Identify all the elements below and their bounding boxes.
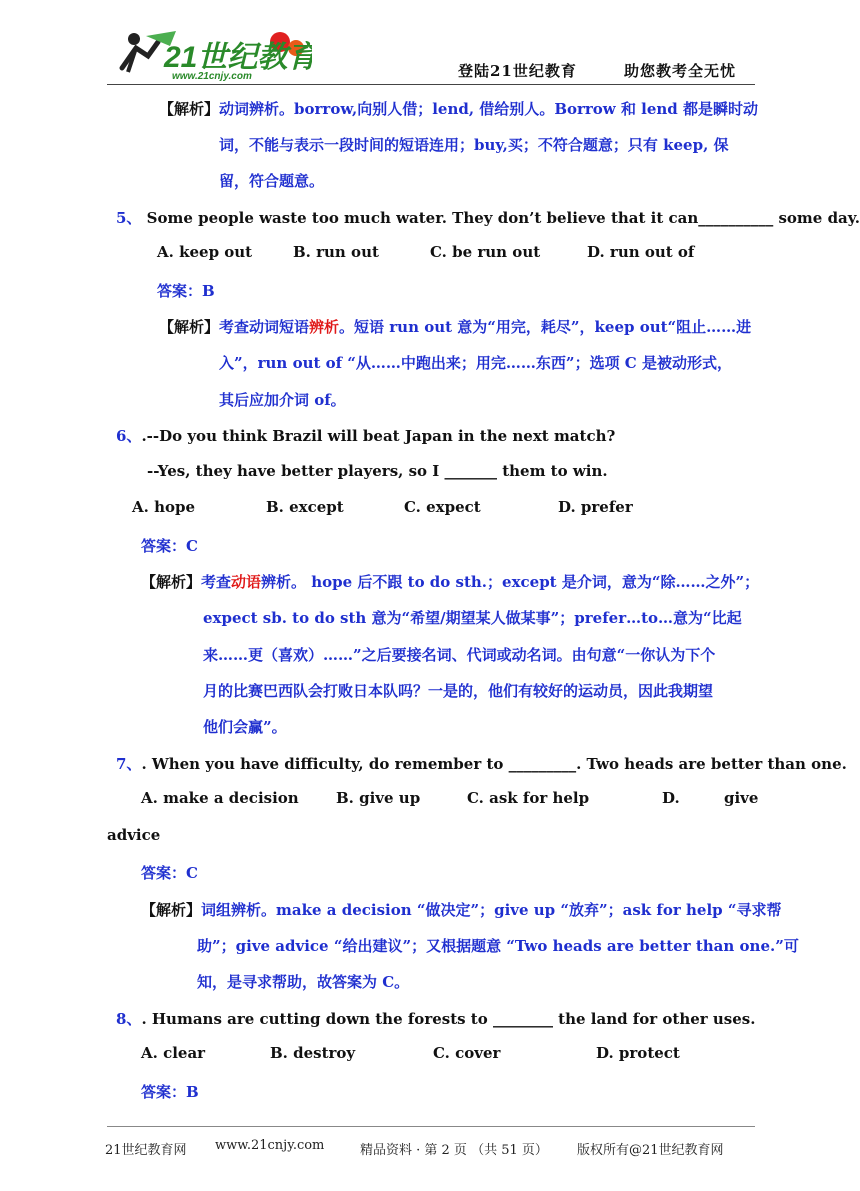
text-span: 助”；give advice “给出建议”；又根据题意 “Two heads are better than one.”可 <box>197 937 799 955</box>
text-span: 辨析。 hope 后不跟 to do sth.；except 是介词，意为“除……之外”； <box>261 573 760 591</box>
text-span: 辨析 <box>309 318 340 336</box>
text-span: 6、 <box>116 427 142 445</box>
text-span: advice <box>107 826 161 844</box>
text-span: 词，不能与表示一段时间的短语连用；buy,买；不符合题意；只有 keep, 保 <box>219 136 729 154</box>
text-line <box>219 134 729 155</box>
answer-option: C. be run out <box>430 243 541 261</box>
text-line <box>116 753 847 774</box>
answer-option: B. run out <box>293 243 379 261</box>
text-line <box>141 571 759 592</box>
header-slogan-2: 助您教考全无忧 <box>624 62 737 80</box>
text-span: 。短语 run out 意为“用完，耗尽”，keep out“阻止……进 <box>339 318 752 336</box>
text-span: . Humans are cutting down the forests to ________ the land for other uses. <box>141 1010 756 1028</box>
answer-option: D. <box>662 789 680 807</box>
answer-option: D. protect <box>596 1044 680 1062</box>
text-span: 词组辨析。make a decision “做决定”；give up “放弃”；ask for help “寻求帮 <box>201 901 782 919</box>
text-line <box>197 971 409 992</box>
answer-option: A. keep out <box>157 243 253 261</box>
text-span: 动词辨析。borrow,向别人借；lend, 借给别人。Borrow 和 lend 都是瞬时动 <box>219 100 759 118</box>
answer-option: give <box>724 789 759 807</box>
text-span: Some people waste too much water. They don’t believe that it can__________ some day. <box>141 209 860 227</box>
answer-option: C. ask for help <box>467 789 590 807</box>
answer-key: 答案：C <box>141 537 198 555</box>
footer-divider <box>107 1126 755 1127</box>
text-span: 其后应加介词 of。 <box>219 391 346 409</box>
text-line <box>159 98 758 119</box>
text-line <box>219 170 324 191</box>
text-line <box>203 716 287 737</box>
footer-copyright: 版权所有@21世纪教育网 <box>577 1143 724 1158</box>
answer-option: A. hope <box>132 498 196 516</box>
text-line <box>159 316 751 337</box>
logo-text: 21世纪教育 <box>164 41 312 74</box>
text-span: 知，是寻求帮助，故答案为 C。 <box>197 973 410 991</box>
text-span: 8、 <box>116 1010 142 1028</box>
answer-option: B. give up <box>336 789 421 807</box>
header-divider <box>107 84 755 85</box>
text-span: . When you have difficulty, do remember to _________. Two heads are better than one. <box>141 755 847 773</box>
text-span: 【解析】 <box>141 901 202 919</box>
answer-option: C. expect <box>404 498 481 516</box>
text-span: 他们会赢”。 <box>203 718 287 736</box>
text-span: 入”，run out of “从……中跑出来；用完……东西”；选项 C 是被动形式， <box>219 354 732 372</box>
answer-option: D. prefer <box>558 498 633 516</box>
text-line <box>219 352 732 373</box>
answer-key: 答案：C <box>141 864 198 882</box>
header-slogan-1: 登陆21世纪教育 <box>458 62 577 80</box>
text-span: 7、 <box>116 755 142 773</box>
text-line <box>203 680 713 701</box>
text-span: 月的比赛巴西队会打败日本队吗？一是的，他们有较好的运动员，因此我期望 <box>203 682 714 700</box>
answer-option: A. clear <box>141 1044 206 1062</box>
text-span: --Yes, they have better players, so I _______ them to win. <box>147 462 608 480</box>
footer-page-info: 精品资料 · 第 2 页 （共 51 页） <box>360 1143 548 1158</box>
text-line <box>141 899 782 920</box>
text-span: 考查 <box>201 573 232 591</box>
answer-key: 答案：B <box>157 282 215 300</box>
text-span: 【解析】 <box>159 100 220 118</box>
answer-option: B. except <box>266 498 344 516</box>
text-span: 动语 <box>231 573 262 591</box>
text-span: 【解析】 <box>159 318 220 336</box>
text-line <box>116 425 615 446</box>
text-span: 考查动词短语 <box>219 318 310 336</box>
logo-graphic <box>112 28 312 83</box>
text-line <box>147 462 608 480</box>
answer-key: 答案：B <box>141 1083 199 1101</box>
logo-url: www.21cnjy.com <box>172 71 252 82</box>
text-span: 【解析】 <box>141 573 202 591</box>
answer-option: B. destroy <box>270 1044 356 1062</box>
text-span: 来……更（喜欢）……”之后要接名词、代词或动名词。由句意“一你认为下个 <box>203 646 716 664</box>
footer-site-link[interactable]: www.21cnjy.com <box>215 1138 325 1153</box>
text-span: expect sb. to do sth 意为“希望/期望某人做某事”；prefer…to…意为“比起 <box>203 609 742 627</box>
answer-option: A. make a decision <box>141 789 299 807</box>
text-line <box>116 1008 755 1029</box>
text-line <box>107 826 160 844</box>
footer-left: 21世纪教育网 <box>105 1143 187 1158</box>
text-line <box>116 207 860 228</box>
text-span: 5、 <box>116 209 142 227</box>
text-line <box>203 644 715 665</box>
text-line <box>219 389 346 410</box>
text-span: 留，符合题意。 <box>219 172 325 190</box>
answer-option: C. cover <box>433 1044 501 1062</box>
site-logo[interactable] <box>112 28 312 83</box>
text-line <box>203 607 742 628</box>
answer-option: D. run out of <box>587 243 695 261</box>
text-span: .--Do you think Brazil will beat Japan in the next match? <box>141 427 616 445</box>
text-line <box>197 935 799 956</box>
